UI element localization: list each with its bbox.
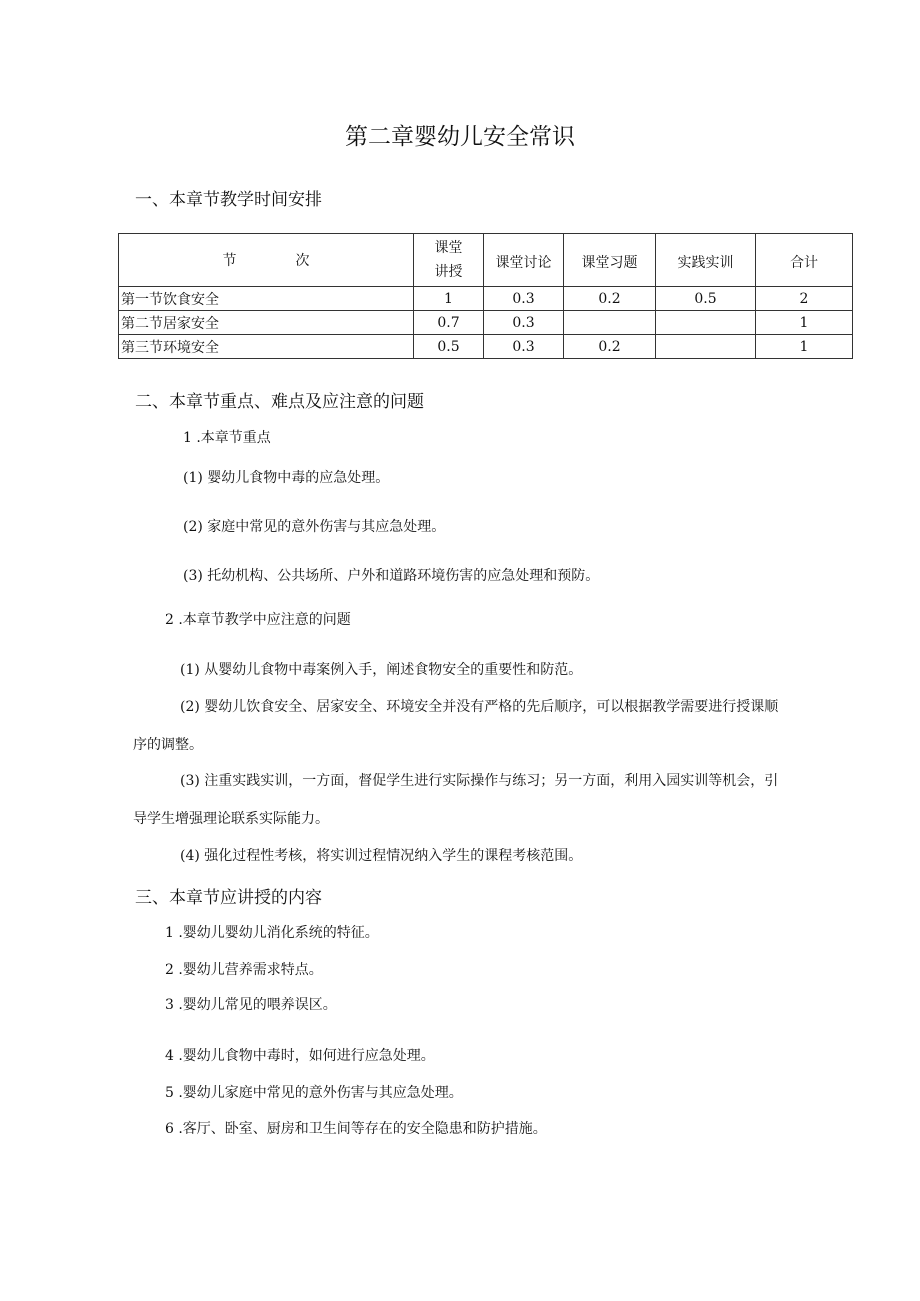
row-practice: 0.5: [656, 287, 756, 311]
row-lecture: 0.7: [414, 311, 484, 335]
subheading-teaching-notes: 2 .本章节教学中应注意的问题: [165, 612, 351, 628]
content-item: 5 .婴幼儿家庭中常见的意外伤害与其应急处理。: [165, 1085, 463, 1101]
header-total-col: 合计: [756, 234, 853, 287]
key-point-item: (2) 家庭中常见的意外伤害与其应急处理。: [183, 519, 446, 535]
row-name: 第三节环境安全: [119, 335, 414, 359]
content-item: 2 .婴幼儿营养需求特点。: [165, 962, 323, 978]
row-exercise: 0.2: [564, 335, 656, 359]
header-exercise-col: 课堂习题: [564, 234, 656, 287]
row-discussion: 0.3: [484, 287, 564, 311]
row-exercise: 0.2: [564, 287, 656, 311]
page-title: 第二章婴幼儿安全常识: [345, 124, 575, 150]
row-lecture: 0.5: [414, 335, 484, 359]
section-3-heading: 三、本章节应讲授的内容: [135, 888, 322, 908]
row-total: 2: [756, 287, 853, 311]
content-item: 3 .婴幼儿常见的喂养误区。: [165, 997, 337, 1013]
header-practice-col: 实践实训: [656, 234, 756, 287]
key-point-item: (1) 婴幼儿食物中毒的应急处理。: [183, 470, 390, 486]
subheading-key-points: 1 .本章节重点: [183, 430, 271, 446]
row-practice: [656, 311, 756, 335]
row-practice: [656, 335, 756, 359]
note-item: (3) 注重实践实训，一方面，督促学生进行实际操作与练习；另一方面，利用入园实训等机会，引: [180, 773, 779, 789]
row-total: 1: [756, 335, 853, 359]
row-name: 第一节饮食安全: [119, 287, 414, 311]
row-lecture: 1: [414, 287, 484, 311]
section-2-heading: 二、本章节重点、难点及应注意的问题: [135, 392, 424, 412]
note-item: (2) 婴幼儿饮食安全、居家安全、环境安全并没有严格的先后顺序，可以根据教学需要进行授课顺: [180, 699, 779, 715]
content-item: 1 .婴幼儿婴幼儿消化系统的特征。: [165, 925, 379, 941]
key-point-item: (3) 托幼机构、公共场所、户外和道路环境伤害的应急处理和预防。: [183, 568, 600, 584]
header-section-col: [119, 234, 414, 287]
table-row: [119, 287, 853, 311]
section-1-heading: 一、本章节教学时间安排: [135, 190, 322, 210]
header-lecture-line-2: 讲授: [434, 264, 463, 280]
schedule-table: [118, 233, 853, 359]
note-item: (1) 从婴幼儿食物中毒案例入手，阐述食物安全的重要性和防范。: [180, 662, 583, 678]
row-total: 1: [756, 311, 853, 335]
content-item: 4 .婴幼儿食物中毒时，如何进行应急处理。: [165, 1048, 435, 1064]
row-discussion: 0.3: [484, 335, 564, 359]
header-discussion-col: 课堂讨论: [484, 234, 564, 287]
note-item-continued: 序的调整。: [133, 737, 203, 753]
note-item-continued: 导学生增强理论联系实际能力。: [133, 811, 329, 827]
row-discussion: 0.3: [484, 311, 564, 335]
row-name: 第二节居家安全: [119, 311, 414, 335]
header-lecture-line-1: 课堂: [434, 240, 463, 256]
header-lecture-col: [414, 234, 484, 287]
content-item: 6 .客厅、卧室、厨房和卫生间等存在的安全隐患和防护措施。: [165, 1121, 547, 1137]
table-row: [119, 335, 853, 359]
row-exercise: [564, 311, 656, 335]
header-section-char-1: 节: [222, 253, 237, 269]
table-row: [119, 311, 853, 335]
header-section-char-2: 次: [295, 253, 310, 269]
table-header-row: [119, 234, 853, 287]
note-item: (4) 强化过程性考核，将实训过程情况纳入学生的课程考核范围。: [180, 848, 583, 864]
